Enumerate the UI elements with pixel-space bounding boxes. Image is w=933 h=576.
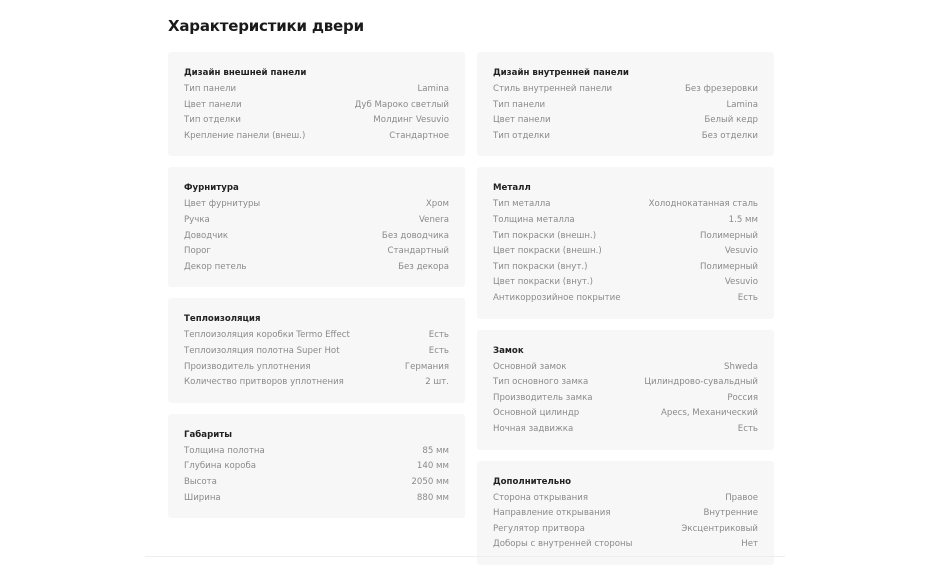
spec-row <box>493 491 758 507</box>
spec-row <box>184 491 449 507</box>
spec-value: 140 мм <box>416 461 449 472</box>
spec-value: Полимерный <box>699 261 758 272</box>
spec-label: Высота <box>184 476 217 487</box>
spec-value: 2 шт. <box>425 377 449 388</box>
spec-row <box>493 391 758 407</box>
spec-row <box>184 444 449 460</box>
card-title: Габариты <box>184 429 232 440</box>
spec-label: Основной цилиндр <box>493 408 580 419</box>
spec-label: Количество притворов уплотнения <box>184 377 344 388</box>
card-title: Фурнитура <box>184 183 239 194</box>
spec-row <box>184 475 449 491</box>
spec-value: Shweda <box>724 361 758 372</box>
spec-card-hardware <box>168 167 465 287</box>
spec-row <box>184 260 449 276</box>
spec-value: Холоднокатанная сталь <box>648 199 758 210</box>
spec-value: Россия <box>727 392 758 403</box>
spec-value: 1.5 мм <box>728 214 758 225</box>
spec-row <box>493 129 758 145</box>
spec-row <box>493 291 758 307</box>
specs-column-left <box>168 52 465 529</box>
spec-row <box>184 244 449 260</box>
spec-label: Тип покраски (внешн.) <box>493 230 597 241</box>
spec-label: Основной замок <box>493 361 567 372</box>
spec-row <box>184 213 449 229</box>
page-title: Характеристики двери <box>168 17 364 35</box>
spec-value: Хром <box>425 199 449 210</box>
spec-row <box>493 244 758 260</box>
spec-label: Порог <box>184 246 211 257</box>
spec-row <box>493 98 758 114</box>
card-title: Дополнительно <box>493 476 572 487</box>
spec-label: Регулятор притвора <box>493 523 585 534</box>
spec-row <box>184 375 449 391</box>
spec-value: Без отделки <box>701 130 758 141</box>
spec-label: Толщина металла <box>493 214 575 225</box>
spec-card-metal <box>477 167 774 318</box>
spec-card-additional <box>477 461 774 565</box>
spec-value: Стандартное <box>389 130 449 141</box>
spec-value: Без фрезеровки <box>685 84 758 94</box>
spec-label: Доводчик <box>184 230 229 241</box>
spec-value: Без доводчика <box>381 230 449 241</box>
spec-row <box>493 506 758 522</box>
spec-value: Белый кедр <box>704 115 758 126</box>
spec-label: Доборы с внутренней стороны <box>493 539 633 550</box>
divider <box>145 556 785 557</box>
spec-row <box>493 360 758 376</box>
spec-value: Стандартный <box>387 246 449 257</box>
spec-label: Направление открывания <box>493 508 611 519</box>
spec-row <box>493 82 758 98</box>
spec-row <box>493 113 758 129</box>
spec-label: Теплоизоляция коробки Termo Effect <box>184 330 350 341</box>
spec-row <box>493 406 758 422</box>
spec-row <box>493 422 758 438</box>
spec-value: Правое <box>725 492 758 503</box>
spec-value: Эксцентриковый <box>681 523 758 534</box>
spec-card-insulation <box>168 298 465 402</box>
spec-row <box>184 98 449 114</box>
spec-row <box>184 344 449 360</box>
spec-label: Антикоррозийное покрытие <box>493 292 621 303</box>
spec-value: 85 мм <box>422 445 449 456</box>
spec-value: Apecs, Механический <box>661 408 758 419</box>
spec-row <box>493 260 758 276</box>
spec-row <box>184 129 449 145</box>
card-title: Дизайн внешней панели <box>184 68 307 78</box>
spec-row <box>493 197 758 213</box>
card-title: Металл <box>493 183 531 194</box>
spec-value: Lamina <box>417 84 449 94</box>
spec-row <box>493 229 758 245</box>
spec-row <box>493 537 758 553</box>
spec-label: Стиль внутренней панели <box>493 84 613 94</box>
spec-row <box>493 375 758 391</box>
spec-label: Крепление панели (внеш.) <box>184 130 306 141</box>
spec-label: Тип панели <box>184 84 237 94</box>
spec-label: Тип панели <box>493 99 546 110</box>
spec-row <box>184 82 449 98</box>
card-title: Замок <box>493 345 524 356</box>
spec-label: Ручка <box>184 214 210 225</box>
spec-value: 880 мм <box>416 492 449 503</box>
card-title: Теплоизоляция <box>184 314 261 325</box>
spec-value: Venera <box>418 214 449 225</box>
spec-label: Тип отделки <box>493 130 550 141</box>
spec-card-dimensions <box>168 414 465 518</box>
spec-label: Тип покраски (внут.) <box>493 261 588 272</box>
spec-value: Дуб Мароко светлый <box>354 99 449 110</box>
spec-value: Lamina <box>726 99 758 110</box>
spec-value: Vesuvio <box>724 246 758 257</box>
spec-row <box>184 229 449 245</box>
spec-row <box>184 113 449 129</box>
spec-row <box>493 213 758 229</box>
spec-label: Цвет панели <box>184 99 242 110</box>
spec-label: Производитель уплотнения <box>184 361 311 372</box>
spec-value: Есть <box>737 423 758 434</box>
spec-label: Производитель замка <box>493 392 593 403</box>
spec-value: Германия <box>404 361 449 372</box>
spec-label: Тип основного замка <box>493 377 589 388</box>
spec-label: Тип отделки <box>184 115 241 126</box>
spec-label: Тип металла <box>493 199 551 210</box>
spec-value: 2050 мм <box>411 476 449 487</box>
spec-value: Внутренние <box>703 508 758 519</box>
spec-value: Есть <box>737 292 758 303</box>
spec-label: Цвет фурнитуры <box>184 199 261 210</box>
spec-row <box>184 360 449 376</box>
spec-card-lock <box>477 330 774 450</box>
spec-value: Полимерный <box>699 230 758 241</box>
spec-label: Сторона открывания <box>493 492 588 503</box>
spec-label: Теплоизоляция полотна Super Hot <box>184 345 340 356</box>
spec-card-exterior-panel <box>168 52 465 156</box>
spec-row <box>184 459 449 475</box>
spec-value: Есть <box>428 330 449 341</box>
spec-label: Глубина короба <box>184 461 257 472</box>
spec-value: Нет <box>741 539 758 550</box>
spec-value: Vesuvio <box>724 277 758 288</box>
spec-card-interior-panel <box>477 52 774 156</box>
spec-label: Толщина полотна <box>184 445 265 456</box>
spec-value: Молдинг Vesuvio <box>373 115 449 126</box>
spec-label: Цвет покраски (внешн.) <box>493 246 602 257</box>
spec-value: Есть <box>428 345 449 356</box>
card-title: Дизайн внутренней панели <box>493 68 629 78</box>
spec-label: Декор петель <box>184 261 247 272</box>
spec-value: Без декора <box>398 261 449 272</box>
spec-label: Ночная задвижка <box>493 423 574 434</box>
spec-label: Цвет покраски (внут.) <box>493 277 593 288</box>
spec-row <box>493 275 758 291</box>
specs-column-right <box>477 52 774 576</box>
spec-label: Ширина <box>184 492 221 503</box>
spec-label: Цвет панели <box>493 115 551 126</box>
spec-row <box>184 197 449 213</box>
spec-row <box>184 328 449 344</box>
spec-row <box>493 522 758 538</box>
spec-value: Цилиндрово-сувальдный <box>644 377 758 388</box>
